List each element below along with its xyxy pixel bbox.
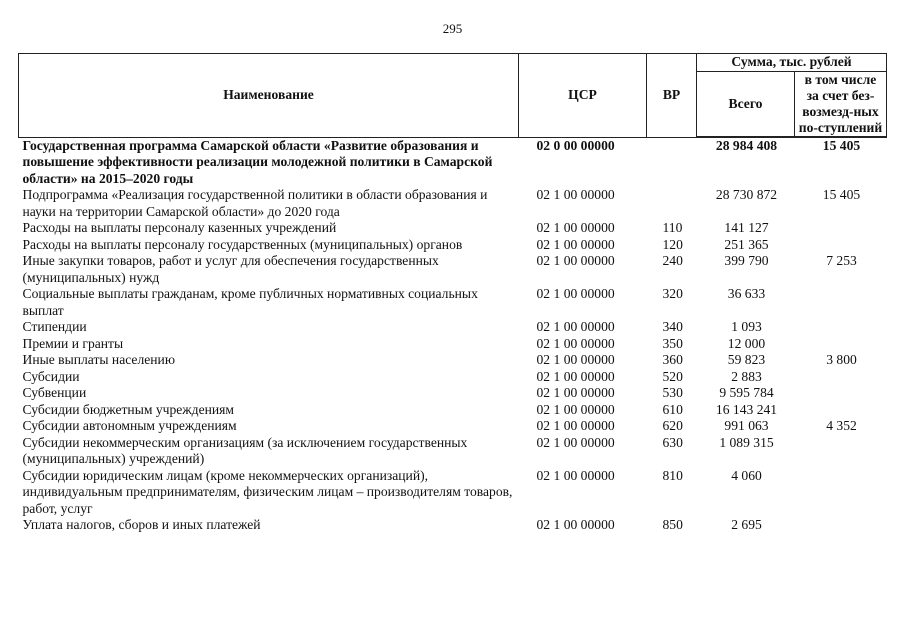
- cell-vr: 630: [662, 434, 683, 450]
- cell-name: Субвенции: [22, 385, 87, 400]
- cell-total: 12 000: [727, 335, 766, 351]
- cell-name: Субсидии: [22, 368, 80, 384]
- header-grant: в том числе за счет без-возмезд-ных по-ступлений: [795, 72, 887, 138]
- cell-name: Субсидии автономным учреждениям: [22, 418, 237, 433]
- table-row: [19, 435, 887, 468]
- cell-total: 2 883: [731, 368, 762, 384]
- cell-total: 28 984 408: [715, 138, 778, 153]
- cell-total: 28 730 872: [715, 187, 778, 202]
- table-row: [19, 468, 887, 518]
- cell-grant: [795, 468, 887, 518]
- cell-vr: 810: [662, 467, 683, 483]
- cell-csr: 02 1 00 00000: [536, 253, 615, 268]
- cell-total: 399 790: [724, 253, 769, 268]
- header-sum: Сумма, тыс. рублей: [697, 54, 887, 72]
- cell-grant: 15 405: [822, 187, 861, 202]
- cell-name: Государственная программа Самарской области «Развитие образования и повышение эффективности реализации молодежной политики в Самарской области» на 2015–2020 годы: [22, 137, 493, 186]
- cell-csr: 02 1 00 00000: [536, 368, 615, 384]
- cell-csr: 02 1 00 00000: [536, 434, 615, 450]
- cell-vr: 350: [662, 335, 683, 351]
- table-row: [19, 402, 887, 419]
- cell-total: 251 365: [724, 236, 769, 252]
- cell-csr: 02 1 00 00000: [536, 236, 615, 252]
- cell-grant: [795, 237, 887, 254]
- cell-total: 1 093: [731, 319, 762, 334]
- cell-name: Иные закупки товаров, работ и услуг для обеспечения государственных (муниципальных) нужд: [22, 253, 439, 285]
- cell-name: Уплата налогов, сборов и иных платежей: [22, 517, 261, 532]
- cell-grant: 15 405: [822, 138, 861, 153]
- cell-vr: [647, 137, 697, 187]
- cell-csr: 02 0 00 00000: [536, 137, 615, 153]
- cell-name: Субсидии бюджетным учреждениям: [22, 401, 235, 417]
- table-row: [19, 253, 887, 286]
- cell-name: Иные выплаты населению: [22, 352, 175, 367]
- cell-vr: 320: [662, 286, 683, 301]
- cell-csr: 02 1 00 00000: [536, 418, 615, 433]
- cell-csr: 02 1 00 00000: [536, 352, 615, 367]
- cell-total: 141 127: [724, 220, 769, 235]
- table-row: [19, 220, 887, 237]
- cell-name: Социальные выплаты гражданам, кроме публичных нормативных социальных выплат: [22, 286, 478, 318]
- cell-name: Премии и гранты: [22, 335, 124, 351]
- cell-csr: 02 1 00 00000: [536, 286, 615, 301]
- cell-grant: [795, 319, 887, 336]
- cell-total: 16 143 241: [715, 401, 778, 417]
- cell-name: Расходы на выплаты персоналу государственных (муниципальных) органов: [22, 236, 463, 252]
- cell-csr: 02 1 00 00000: [536, 220, 615, 235]
- cell-grant: [795, 286, 887, 319]
- table-row: [19, 352, 887, 369]
- cell-vr: 610: [662, 401, 683, 417]
- table-row: [19, 418, 887, 435]
- cell-total: 991 063: [724, 418, 769, 433]
- cell-grant: [795, 220, 887, 237]
- cell-grant: [795, 336, 887, 353]
- cell-vr: 120: [662, 236, 683, 252]
- header-name: Наименование: [19, 54, 519, 138]
- cell-grant: [795, 369, 887, 386]
- cell-name: Субсидии некоммерческим организациям (за исключением государственных (муниципальных) учреждений): [22, 434, 468, 466]
- cell-vr: [647, 187, 697, 220]
- cell-csr: 02 1 00 00000: [536, 401, 615, 417]
- cell-csr: 02 1 00 00000: [536, 187, 615, 202]
- table-row: [19, 369, 887, 386]
- cell-grant: [795, 402, 887, 419]
- cell-grant: 4 352: [826, 418, 857, 433]
- cell-vr: 240: [662, 253, 683, 268]
- cell-total: 2 695: [731, 517, 762, 532]
- cell-csr: 02 1 00 00000: [536, 467, 615, 483]
- cell-grant: 3 800: [826, 352, 857, 367]
- table-row: [19, 336, 887, 353]
- cell-grant: [795, 517, 887, 534]
- cell-total: 59 823: [727, 352, 766, 367]
- cell-total: 9 595 784: [719, 385, 774, 400]
- cell-grant: [795, 435, 887, 468]
- cell-name: Подпрограмма «Реализация государственной политики в области образования и науки на территории Самарской области» до 2020 года: [22, 187, 488, 219]
- cell-vr: 340: [662, 319, 683, 334]
- cell-csr: 02 1 00 00000: [536, 517, 615, 532]
- table-row: [19, 385, 887, 402]
- cell-name: Субсидии юридическим лицам (кроме некоммерческих организаций), индивидуальным предпринимателям, физическим лицам – производителям товаров, работ, услуг: [22, 467, 513, 516]
- cell-name: Стипендии: [22, 319, 87, 334]
- table-row: [19, 237, 887, 254]
- header-total: Всего: [697, 72, 795, 138]
- cell-total: 36 633: [727, 286, 766, 301]
- cell-grant: 7 253: [826, 253, 857, 268]
- cell-csr: 02 1 00 00000: [536, 385, 615, 400]
- page-number: 295: [442, 21, 463, 36]
- budget-table: [18, 53, 887, 534]
- cell-vr: 360: [662, 352, 683, 367]
- table-row: [19, 137, 887, 187]
- cell-name: Расходы на выплаты персоналу казенных учреждений: [22, 220, 337, 235]
- cell-csr: 02 1 00 00000: [536, 335, 615, 351]
- cell-vr: 850: [662, 517, 683, 532]
- cell-vr: 530: [662, 385, 683, 400]
- table-row: [19, 517, 887, 534]
- header-csr: ЦСР: [519, 54, 647, 138]
- table-row: [19, 286, 887, 319]
- cell-vr: 110: [662, 220, 683, 235]
- cell-vr: 520: [662, 368, 683, 384]
- cell-vr: 620: [662, 418, 683, 433]
- table-row: [19, 319, 887, 336]
- cell-total: 4 060: [731, 467, 762, 483]
- table-row: [19, 187, 887, 220]
- header-vr: ВР: [647, 54, 697, 138]
- table-body: [19, 137, 887, 534]
- cell-grant: [795, 385, 887, 402]
- cell-csr: 02 1 00 00000: [536, 319, 615, 334]
- cell-total: 1 089 315: [719, 434, 774, 450]
